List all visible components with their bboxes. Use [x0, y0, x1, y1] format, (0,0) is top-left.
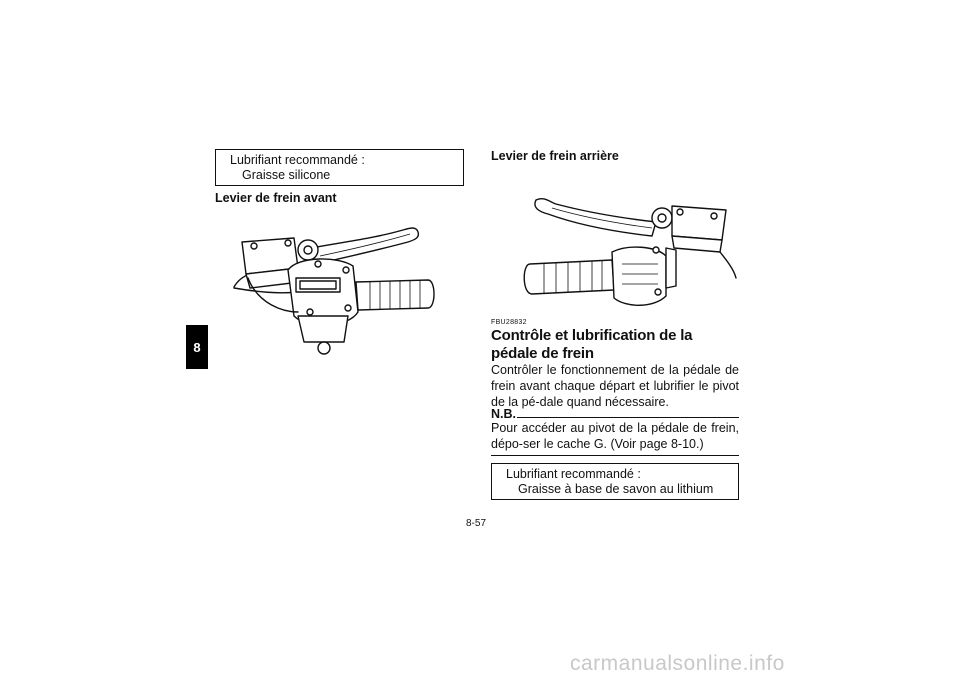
section-paragraph: Contrôler le fonctionnement de la pédale de frein avant chaque départ et lubrifier le pivot de la pé-dale quand nécessaire. — [491, 363, 739, 409]
note-top-rule — [517, 417, 739, 418]
front-brake-lever-caption: Levier de frein avant — [215, 191, 337, 205]
lubricant-value: Graisse silicone — [242, 168, 331, 182]
lubricant-value: Graisse à base de savon au lithium — [518, 482, 714, 496]
lubricant-label: Lubrifiant recommandé : — [230, 153, 365, 167]
chapter-tab: 8 — [186, 325, 208, 369]
lubricant-box-left — [215, 149, 464, 186]
rear-brake-lever-illustration — [516, 190, 738, 312]
lubricant-label: Lubrifiant recommandé : — [506, 467, 641, 481]
note-bottom-rule — [491, 455, 739, 456]
watermark: carmanualsonline.info — [570, 652, 785, 675]
section-title: Contrôle et lubrification de la pédale de frein — [491, 327, 693, 362]
section-reference-code: FBU28832 — [491, 319, 527, 326]
rear-brake-lever-caption: Levier de frein arrière — [491, 149, 619, 163]
front-brake-lever-illustration — [228, 212, 448, 372]
page-number: 8-57 — [466, 518, 487, 529]
lubricant-box-right — [491, 463, 739, 500]
note-text: Pour accéder au pivot de la pédale de frein, dépo-ser le cache G. (Voir page 8-10.) — [491, 421, 739, 451]
note-label: N.B. — [491, 407, 516, 421]
